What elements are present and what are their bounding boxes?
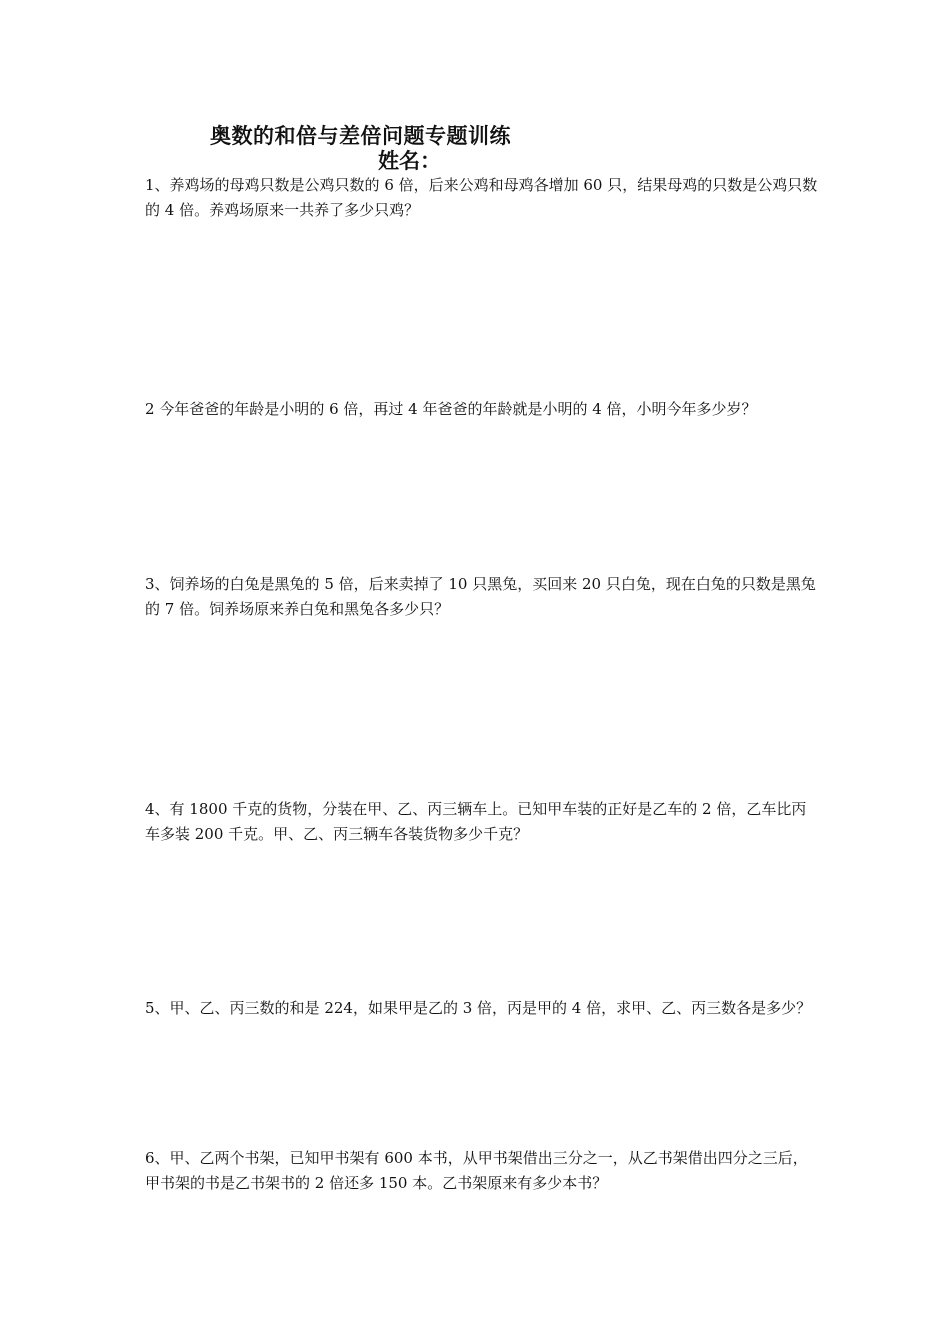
question-6: 6、甲、乙两个书架，已知甲书架有 600 本书，从甲书架借出三分之一，从乙书架借出四分之三后，甲书架的书是乙书架书的 2 倍还多 150 本。乙书架原来有多少本书？ (145, 1149, 808, 1192)
question-5: 5、甲、乙、丙三数的和是 224，如果甲是乙的 3 倍，丙是甲的 4 倍，求甲、乙、丙三数各是多少？ (145, 999, 812, 1017)
student-name-label: 姓名： (378, 148, 441, 173)
worksheet-title: 奥数的和倍与差倍问题专题训练 (210, 123, 511, 148)
question-4: 4、有 1800 千克的货物，分装在甲、乙、丙三辆车上。已知甲车装的正好是乙车的 2 倍，乙车比丙车多装 200 千克。甲、乙、丙三辆车各装货物多少千克？ (145, 800, 807, 843)
question-2: 2 今年爸爸的年龄是小明的 6 倍，再过 4 年爸爸的年龄就是小明的 4 倍，小明今年多少岁？ (145, 400, 757, 418)
question-1: 1、养鸡场的母鸡只数是公鸡只数的 6 倍，后来公鸡和母鸡各增加 60 只，结果母鸡的只数是公鸡只数的 4 倍。养鸡场原来一共养了多少只鸡？ (145, 176, 818, 219)
question-3: 3、饲养场的白兔是黑兔的 5 倍，后来卖掉了 10 只黑兔，买回来 20 只白兔，现在白兔的只数是黑兔的 7 倍。饲养场原来养白兔和黑兔各多少只？ (145, 575, 816, 618)
